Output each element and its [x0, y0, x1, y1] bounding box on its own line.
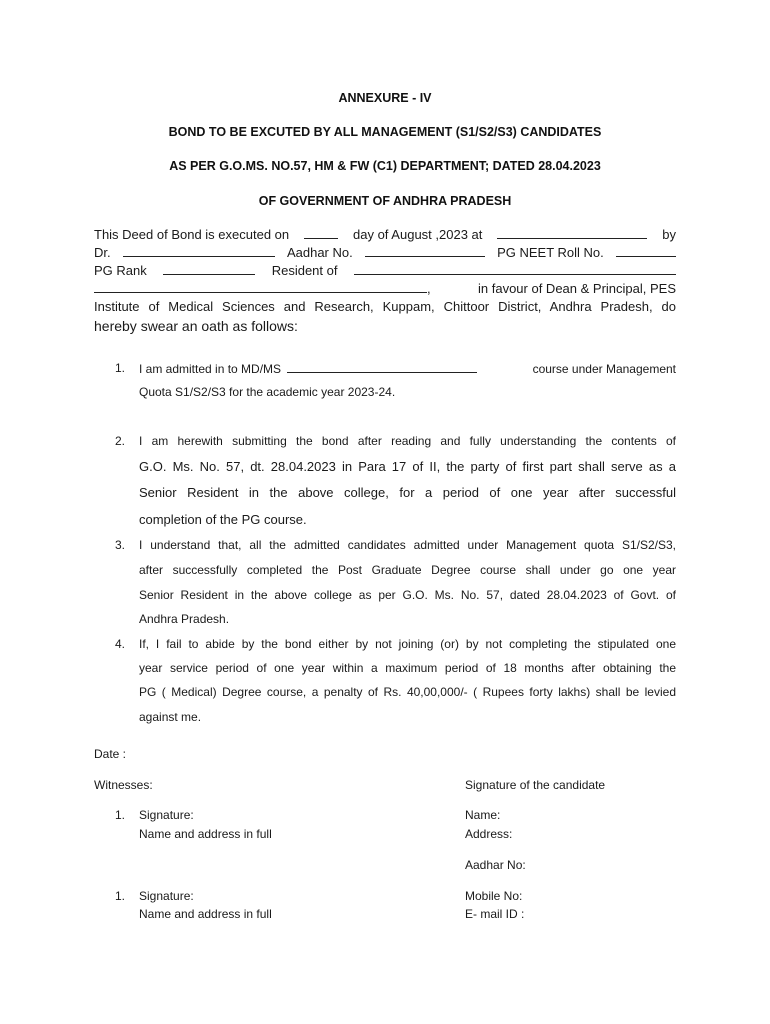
aadhar-blank: [365, 245, 485, 257]
item-1-line-1: [139, 361, 676, 376]
item-2-number: 2.: [115, 434, 126, 448]
date-label: Date :: [94, 747, 127, 761]
item-1-course-text: course under Management: [532, 362, 676, 376]
annexure-title: ANNEXURE - IV: [338, 91, 432, 105]
deed-by-text: by: [662, 227, 676, 242]
neet-roll-label: PG NEET Roll No.: [497, 245, 604, 260]
witness-2-number: 1.: [115, 889, 126, 903]
aadhar-label: Aadhar No.: [286, 245, 353, 260]
item-2-line-4: completion of the PG course.: [139, 512, 307, 527]
deed-line-1: [94, 227, 676, 242]
dr-label: Dr.: [94, 245, 111, 260]
favour-text: in favour of Dean & Principal, PES: [478, 281, 676, 296]
item-1-admitted-text: I am admitted in to MD/MS: [139, 362, 282, 376]
item-2-line-3: Senior Resident in the above college, for a period of one year after successful: [139, 485, 676, 500]
candidate-email-label: E- mail ID :: [465, 907, 525, 921]
address-blank: [94, 281, 427, 293]
neet-roll-blank: [616, 245, 676, 257]
candidate-address-label: Address:: [465, 827, 513, 841]
day-blank: [304, 227, 338, 239]
resident-blank: [354, 263, 676, 275]
candidate-name-label: Name:: [465, 808, 501, 822]
item-4-line-3: PG ( Medical) Degree course, a penalty of Rs. 40,00,000/- ( Rupees forty lakhs) shall be levied: [139, 685, 676, 699]
item-4-line-2: year service period of one year within a maximum period of 18 months after obtaining the: [139, 661, 676, 675]
item-2-line-1: I am herewith submitting the bond after reading and fully understanding the contents of: [139, 434, 676, 448]
item-3-line-2: after successfully completed the Post Graduate Degree course shall under go one year: [139, 563, 676, 577]
witness-2-signature-label: Signature:: [139, 889, 194, 903]
course-blank: [287, 361, 477, 373]
candidate-signature-label: Signature of the candidate: [465, 778, 606, 792]
item-1-number: 1.: [115, 361, 126, 375]
resident-label: Resident of: [271, 263, 338, 278]
name-blank: [123, 245, 275, 257]
government-title: OF GOVERNMENT OF ANDHRA PRADESH: [258, 194, 512, 208]
witnesses-label: Witnesses:: [94, 778, 153, 792]
item-3-line-1: I understand that, all the admitted candidates admitted under Management quota S1/S2/S3,: [139, 538, 676, 552]
witness-1-number: 1.: [115, 808, 126, 822]
deed-executed-text: This Deed of Bond is executed on: [94, 227, 290, 242]
deed-line-4: [94, 281, 676, 296]
bond-title: BOND TO BE EXCUTED BY ALL MANAGEMENT (S1/S2/S3) CANDIDATES: [168, 125, 602, 139]
deed-line-6: hereby swear an oath as follows:: [94, 318, 298, 334]
deed-line-5: Institute of Medical Sciences and Research, Kuppam, Chittoor District, Andhra Pradesh, do: [94, 299, 676, 314]
item-3-line-3: Senior Resident in the above college as per G.O. Ms. No. 57, dated 28.04.2023 of Govt. of: [139, 588, 676, 602]
candidate-aadhar-label: Aadhar No:: [465, 858, 526, 872]
item-4-line-1: If, I fail to abide by the bond either by not joining (or) by not completing the stipulated one: [139, 637, 676, 651]
pg-rank-label: PG Rank: [94, 263, 147, 278]
item-2-line-2: G.O. Ms. No. 57, dt. 28.04.2023 in Para 17 of II, the party of first part shall serve as a: [139, 459, 676, 474]
witness-1-signature-label: Signature:: [139, 808, 194, 822]
comma: ,: [427, 281, 431, 296]
deed-line-3: [94, 263, 676, 278]
deed-line-2: [94, 245, 676, 260]
witness-2-name-label: Name and address in full: [139, 907, 272, 921]
item-1-line-2: Quota S1/S2/S3 for the academic year 2023-24.: [139, 385, 396, 399]
candidate-mobile-label: Mobile No:: [465, 889, 523, 903]
item-3-number: 3.: [115, 538, 126, 552]
pg-rank-blank: [163, 263, 255, 275]
item-4-number: 4.: [115, 637, 126, 651]
place-blank: [497, 227, 647, 239]
deed-month-text: day of August ,2023 at: [353, 227, 483, 242]
item-4-line-4: against me.: [139, 710, 202, 724]
go-reference: AS PER G.O.MS. NO.57, HM & FW (C1) DEPARTMENT; DATED 28.04.2023: [169, 159, 601, 173]
item-3-line-4: Andhra Pradesh.: [139, 612, 230, 626]
witness-1-name-label: Name and address in full: [139, 827, 272, 841]
